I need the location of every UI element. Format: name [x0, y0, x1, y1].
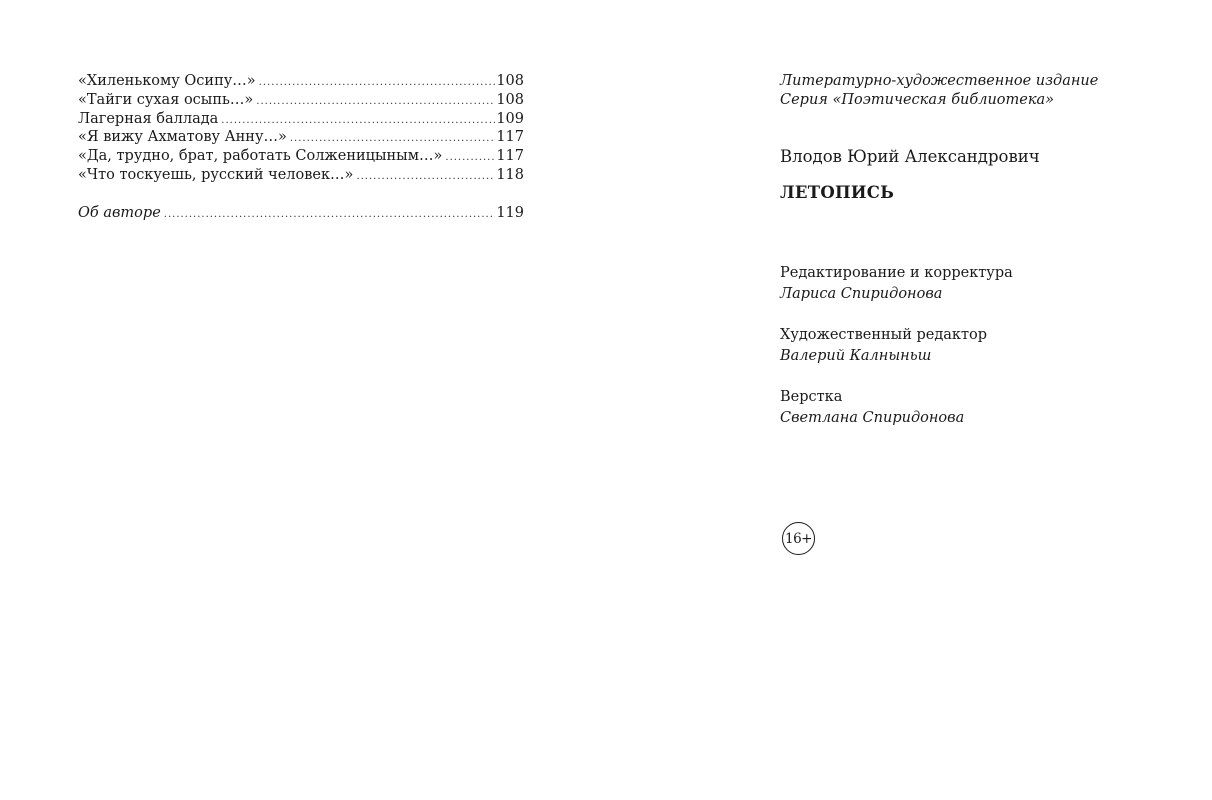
- credit-role: Художественный редактор: [780, 327, 987, 343]
- toc-entry-title: «Что тоскуешь, русский человек…»: [78, 166, 354, 183]
- toc-leader-dots: [164, 206, 496, 225]
- toc-entry-about-author: [78, 204, 524, 223]
- credit-art-editor: [780, 325, 1160, 366]
- credit-person: Светлана Спиридонова: [780, 409, 965, 426]
- age-rating-badge: 16+: [782, 522, 815, 555]
- toc-leader-dots: [445, 149, 495, 168]
- credit-layout: [780, 387, 1160, 428]
- credit-editing: [780, 263, 1160, 304]
- toc-entry: [78, 110, 524, 129]
- edition-info: [780, 72, 1160, 110]
- series-name: Серия «Поэтическая библиотека»: [780, 92, 1055, 108]
- toc-leader-dots: [259, 74, 496, 93]
- toc-entry: [78, 147, 524, 166]
- toc-entry: [78, 166, 524, 185]
- toc-entry-page: 119: [496, 204, 524, 221]
- toc-entry-title: Лагерная баллада: [78, 110, 219, 127]
- toc-entry-page: 118: [496, 166, 524, 183]
- edition-type: Литературно-художественное издание: [780, 73, 1099, 89]
- toc-leader-dots: [356, 168, 495, 187]
- toc-leader-dots: [256, 93, 495, 112]
- toc-entry-page: 109: [496, 110, 524, 127]
- author-name: Влодов Юрий Александрович: [780, 147, 1040, 166]
- toc-entry-title: «Хиленькому Осипу…»: [78, 73, 256, 89]
- toc-entry-title: «Да, трудно, брат, работать Солженицыным…»: [78, 148, 443, 165]
- toc-entry-title: «Я вижу Ахматову Анну…»: [78, 129, 287, 146]
- toc-entry-page: 117: [496, 148, 524, 165]
- toc-entry: [78, 91, 524, 110]
- credit-role: Верстка: [780, 389, 843, 405]
- credit-person: Лариса Спиридонова: [780, 285, 943, 302]
- toc-entry: [78, 72, 524, 91]
- toc-entry-page: 117: [496, 129, 524, 146]
- book-title: ЛЕТОПИСЬ: [780, 183, 895, 202]
- toc-entry-title: Об авторе: [78, 204, 161, 221]
- imprint-page: [780, 72, 1160, 428]
- credit-role: Редактирование и корректура: [780, 265, 1013, 281]
- credit-person: Валерий Калныньш: [780, 347, 932, 364]
- toc-entry-page: 108: [496, 73, 524, 89]
- toc-entry: [78, 128, 524, 147]
- toc-spacer: [78, 185, 524, 204]
- toc-entry-page: 108: [496, 91, 524, 108]
- table-of-contents: [78, 72, 524, 223]
- toc-entry-title: «Тайги сухая осыпь…»: [78, 91, 254, 108]
